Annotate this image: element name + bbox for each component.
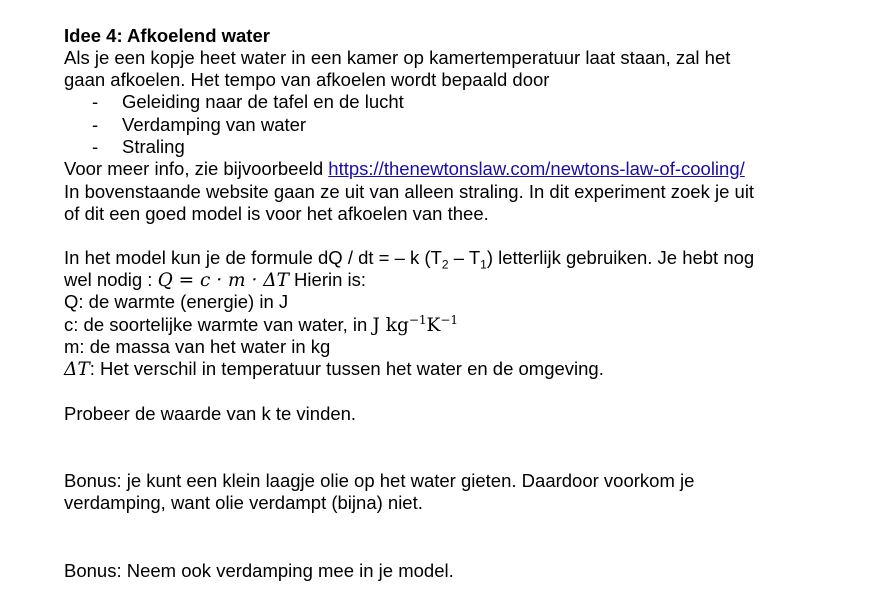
model-text-b: – T xyxy=(448,247,481,268)
newtons-law-link[interactable]: https://thenewtonslaw.com/newtons-law-of-cooling/ xyxy=(328,158,745,179)
more-info-line xyxy=(64,158,745,180)
definition-q: Q: de warmte (energie) in J xyxy=(64,291,289,312)
bullet-text: Straling xyxy=(122,136,185,157)
unit-exponent-k: −1 xyxy=(440,312,459,327)
definition-m: m: de massa van het water in kg xyxy=(64,336,331,357)
definition-c-prefix: c: de soortelijke warmte van water, in xyxy=(64,314,373,335)
bullet-dash: - xyxy=(92,136,99,157)
bonus-1-line-1: Bonus: je kunt een klein laagje olie op het water gieten. Daardoor voorkom je xyxy=(64,470,695,491)
model-text-c: ) letterlijk gebruiken. Je hebt nog xyxy=(486,247,755,268)
model-text-a: In het model kun je de formule dQ / dt = – k (T xyxy=(64,247,442,268)
unit-j-kg: J kg xyxy=(372,315,409,336)
delta-t-symbol: ΔT xyxy=(64,359,90,380)
bullet-text: Geleiding naar de tafel en de lucht xyxy=(122,91,404,112)
t1-subscript: 1 xyxy=(480,257,487,272)
model-line-1 xyxy=(64,247,755,272)
website-line-1: In bovenstaande website gaan ze uit van alleen straling. In dit experiment zoek je uit xyxy=(64,181,755,202)
intro-line-2: gaan afkoelen. Het tempo van afkoelen wordt bepaald door xyxy=(64,69,550,90)
model-line-2-prefix: wel nodig : xyxy=(64,269,158,290)
heat-formula: Q = c · m · ΔT xyxy=(157,270,289,291)
delta-t-text: : Het verschil in temperatuur tussen het water en de omgeving. xyxy=(89,358,604,379)
bullet-dash: - xyxy=(92,91,99,112)
more-info-prefix: Voor meer info, zie bijvoorbeeld xyxy=(64,158,329,179)
t2-subscript: 2 xyxy=(441,257,449,272)
definition-delta-t xyxy=(64,358,604,381)
bullet-dash: - xyxy=(92,114,99,135)
section-title: Idee 4: Afkoelend water xyxy=(64,25,270,46)
definition-c xyxy=(64,314,458,337)
unit-exponent-kg: −1 xyxy=(408,312,427,327)
probeer-line: Probeer de waarde van k te vinden. xyxy=(64,403,357,424)
intro-line-1: Als je een kopje heet water in een kamer op kamertemperatuur laat staan, zal het xyxy=(64,47,731,68)
model-line-2-suffix: Hierin is: xyxy=(288,269,367,290)
bonus-2-line: Bonus: Neem ook verdamping mee in je model. xyxy=(64,560,454,581)
bonus-1-line-2: verdamping, want olie verdampt (bijna) niet. xyxy=(64,492,423,513)
unit-k: K xyxy=(426,315,441,336)
bullet-text: Verdamping van water xyxy=(122,114,307,135)
model-line-2 xyxy=(64,269,366,292)
website-line-2: of dit een goed model is voor het afkoelen van thee. xyxy=(64,203,489,224)
